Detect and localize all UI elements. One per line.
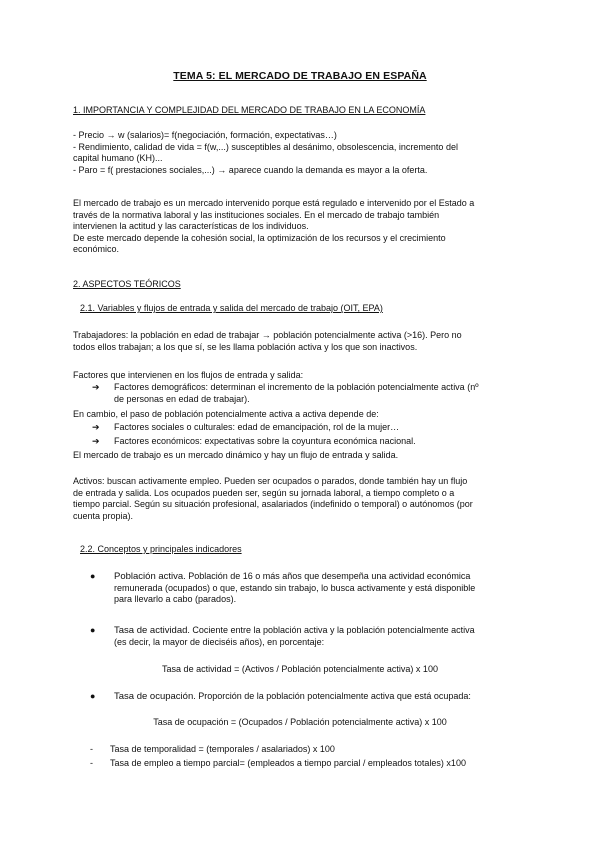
subsection-2-1-heading: 2.1. Variables y flujos de entrada y salida del mercado de trabajo (OIT, EPA) — [80, 303, 383, 313]
paragraph-line: Trabajadores: la población en edad de trabajar → población potencialmente activa (>16). Pero no — [73, 330, 462, 340]
paragraph-line: cuenta propia). — [73, 510, 134, 521]
section-2-heading: 2. ASPECTOS TEÓRICOS — [73, 279, 181, 289]
arrow-item-text: Factores sociales o culturales: edad de emancipación, rol de la mujer… — [114, 422, 400, 432]
paragraph-line: El mercado de trabajo es un mercado intervenido porque está regulado e intervenido por el Estado a — [73, 198, 475, 208]
bullet-dot-icon: ● — [90, 691, 96, 701]
bullet-dot-icon: ● — [90, 625, 96, 635]
paragraph-line: través de la normativa laboral y las instituciones sociales. En el mercado de trabajo también — [73, 209, 440, 220]
subsection-2-2-heading: 2.2. Conceptos y principales indicadores — [80, 544, 242, 554]
change-intro: En cambio, el paso de población potencialmente activa a activa depende de: — [73, 409, 379, 419]
section-1-paragraph — [73, 198, 528, 256]
arrow-bullet-icon: ➔ — [92, 436, 100, 446]
definition-text: . Proporción de la población potencialmente activa que está ocupada: — [193, 691, 471, 701]
factors-intro: Factores que intervienen en los flujos de entrada y salida: — [73, 370, 304, 380]
activos-paragraph — [73, 476, 528, 522]
item-line: - Rendimiento, calidad de vida = f(w,...) susceptibles al desánimo, obsolescencia, incremento del — [73, 141, 458, 152]
paragraph-line: económico. — [73, 244, 120, 254]
formula-tasa-actividad: Tasa de actividad = (Activos / Población potencialmente activa) x 100 — [162, 664, 438, 674]
arrow-item-text: Factores demográficos: determinan el incremento de la población potencialmente activa (nº — [114, 382, 479, 392]
paragraph-line: tiempo parcial. Según su situación profesional, asalariados (indefinido o temporal) o autónomos (por — [73, 499, 473, 509]
definition-text: para llevarlo a cabo (parados). — [114, 594, 237, 604]
dash-item-text: Tasa de empleo a tiempo parcial= (empleados a tiempo parcial / empleados totales) x100 — [110, 758, 466, 768]
arrow-bullet-icon: ➔ — [92, 422, 100, 432]
paragraph-line: todos ellos trabajan; a los que sí, se les llama población activa y los que son inactivos. — [73, 341, 418, 352]
term: Tasa de actividad — [114, 625, 188, 636]
document-title: TEMA 5: EL MERCADO DE TRABAJO EN ESPAÑA — [173, 70, 427, 82]
paragraph-line: De este mercado depende la cohesión social, la optimización de los recursos y el crecimiento — [73, 232, 446, 243]
arrow-item-text: de personas en edad de trabajar). — [114, 393, 250, 404]
workers-paragraph — [73, 330, 528, 353]
dynamic-market-text: El mercado de trabajo es un mercado dinámico y hay un flujo de entrada y salida. — [73, 450, 399, 460]
dash-marker: - — [90, 744, 93, 754]
term: Población activa — [114, 571, 184, 582]
paragraph-line: de entrada y salida. Los ocupados pueden ser, según su jornada laboral, a tiempo completo o a — [73, 487, 455, 498]
definition-text: . Población de 16 o más años que desempeña una actividad económica — [183, 571, 471, 581]
section-1-heading: 1. IMPORTANCIA Y COMPLEJIDAD DEL MERCADO DE TRABAJO EN LA ECONOMÍA — [73, 105, 426, 115]
bullet-dot-icon: ● — [90, 571, 96, 581]
dash-item-text: Tasa de temporalidad = (temporales / asalariados) x 100 — [110, 744, 335, 754]
paragraph-line: intervienen la actitud y las características de los individuos. — [73, 221, 309, 231]
arrow-bullet-icon: ➔ — [92, 382, 100, 392]
definition-text: (es decir, la mayor de dieciséis años), en porcentaje: — [114, 636, 325, 647]
item-line: - Precio → w (salarios)= f(negociación, formación, expectativas…) — [73, 130, 337, 140]
item-line: capital humano (KH)... — [73, 153, 163, 163]
paragraph-line: Activos: buscan activamente empleo. Pueden ser ocupados o parados, donde también hay un flujo — [73, 476, 468, 486]
item-line: - Paro = f( prestaciones sociales,...) → aparece cuando la demanda es mayor a la oferta. — [73, 164, 428, 175]
definition-text: remunerada (ocupados) o que, estando sin trabajo, lo busca activamente y está disponible — [114, 582, 476, 593]
section-1-items — [73, 130, 528, 176]
formula-tasa-ocupacion: Tasa de ocupación = (Ocupados / Población potencialmente activa) x 100 — [153, 717, 447, 727]
arrow-item-text: Factores económicos: expectativas sobre la coyuntura económica nacional. — [114, 436, 416, 446]
term: Tasa de ocupación — [114, 691, 194, 702]
dash-marker: - — [90, 758, 93, 768]
definition-text: . Cociente entre la población activa y la población potencialmente activa — [187, 625, 475, 635]
